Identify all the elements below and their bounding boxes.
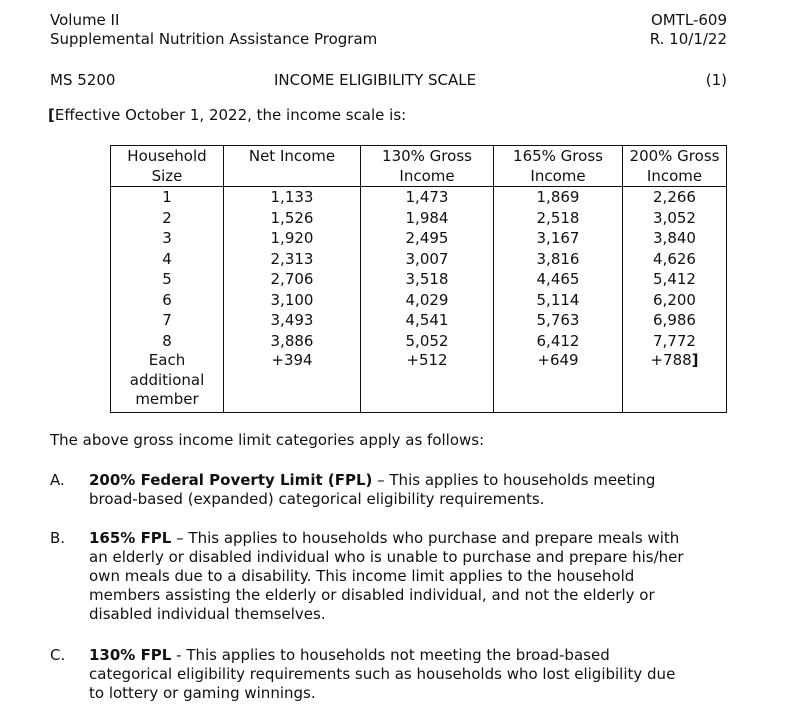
household-size-cell: 8	[111, 331, 224, 352]
net-income-cell: 3,493	[224, 310, 361, 331]
header-left	[50, 11, 377, 49]
table-row	[111, 187, 727, 208]
table-row	[111, 228, 727, 249]
gross-200-cell: +788]	[623, 351, 727, 413]
effective-text: Effective October 1, 2022, the income scale is:	[54, 106, 407, 124]
gross-165-cell: 4,465	[494, 269, 623, 290]
gross-165-cell: +649	[494, 351, 623, 413]
close-bracket: ]	[691, 351, 699, 369]
gross-130-cell: 5,052	[361, 331, 494, 352]
gross-200-cell: 3,840	[623, 228, 727, 249]
gross-130-cell: 3,518	[361, 269, 494, 290]
gross-130-cell: 4,029	[361, 290, 494, 311]
header-200-gross: 200% Gross Income	[623, 146, 727, 187]
section-header	[50, 71, 727, 90]
gross-130-cell: +512	[361, 351, 494, 413]
item-text: 200% Federal Poverty Limit (FPL) – This applies to households meeting broad-based (expanded) categorical eligibility requirements.	[89, 471, 656, 508]
household-size-cell: 7	[111, 310, 224, 331]
gross-200-cell: 4,626	[623, 249, 727, 270]
net-income-cell: 1,133	[224, 187, 361, 208]
table-row	[111, 208, 727, 229]
net-income-cell: 1,920	[224, 228, 361, 249]
gross-165-cell: 2,518	[494, 208, 623, 229]
household-size-cell: 3	[111, 228, 224, 249]
section-title: INCOME ELIGIBILITY SCALE	[274, 71, 477, 89]
item-heading: 130% FPL	[89, 646, 172, 664]
gross-130-cell: 4,541	[361, 310, 494, 331]
gross-130-cell: 1,473	[361, 187, 494, 208]
header-net-income: Net Income	[224, 146, 361, 187]
item-text: 130% FPL - This applies to households not meeting the broad-based categorical eligibility requirements such as households who lost eligibility due to lottery or gaming winnings.	[89, 646, 676, 702]
open-bracket: [	[48, 106, 55, 124]
header-right	[650, 11, 727, 49]
header-165-gross: 165% Gross Income	[494, 146, 623, 187]
volume-label: Volume II	[50, 11, 120, 29]
gross-165-cell: 5,114	[494, 290, 623, 311]
gross-200-cell: 5,412	[623, 269, 727, 290]
gross-200-cell: 7,772	[623, 331, 727, 352]
household-size-cell: 4	[111, 249, 224, 270]
each-additional-member-label: Each additional member	[111, 351, 224, 413]
gross-130-cell: 1,984	[361, 208, 494, 229]
revision-date: R. 10/1/22	[649, 30, 727, 48]
net-income-cell: 2,706	[224, 269, 361, 290]
gross-165-cell: 6,412	[494, 331, 623, 352]
net-income-cell: +394	[224, 351, 361, 413]
category-item-a	[50, 471, 740, 509]
item-text: 165% FPL – This applies to households who purchase and prepare meals with an elderly or disabled individual who is unable to purchase and prepare his/her own meals due to a disability. This income limit applies to the household members assisting the elderly or disabled individual, and not the elderly or disabled individual themselves.	[89, 529, 684, 623]
gross-200-cell: 2,266	[623, 187, 727, 208]
table-row	[111, 331, 727, 352]
household-size-cell: 5	[111, 269, 224, 290]
effective-statement	[48, 106, 406, 125]
category-item-c	[50, 646, 740, 703]
form-code: OMTL-609	[650, 11, 727, 29]
gross-200-cell: 3,052	[623, 208, 727, 229]
header-130-gross: 130% Gross Income	[361, 146, 494, 187]
item-letter: C.	[50, 646, 66, 664]
table-row-each-additional	[111, 351, 727, 413]
income-scale-table	[110, 145, 727, 413]
manual-section: MS 5200	[50, 71, 116, 89]
category-item-b	[50, 529, 740, 624]
gross-165-cell: 3,167	[494, 228, 623, 249]
table-row	[111, 269, 727, 290]
item-letter: B.	[50, 529, 66, 547]
table-row	[111, 310, 727, 331]
gross-200-cell: 6,200	[623, 290, 727, 311]
table-row	[111, 290, 727, 311]
page-number: (1)	[705, 71, 727, 89]
household-size-cell: 2	[111, 208, 224, 229]
item-heading: 165% FPL	[89, 529, 172, 547]
program-name: Supplemental Nutrition Assistance Program	[50, 30, 378, 48]
household-size-cell: 6	[111, 290, 224, 311]
item-heading: 200% Federal Poverty Limit (FPL)	[89, 471, 373, 489]
categories-intro: The above gross income limit categories apply as follows:	[50, 431, 485, 449]
table-row	[111, 249, 727, 270]
gross-165-cell: 5,763	[494, 310, 623, 331]
gross-130-cell: 3,007	[361, 249, 494, 270]
net-income-cell: 2,313	[224, 249, 361, 270]
net-income-cell: 3,100	[224, 290, 361, 311]
household-size-cell: 1	[111, 187, 224, 208]
net-income-cell: 1,526	[224, 208, 361, 229]
table-header-row	[111, 146, 727, 187]
item-letter: A.	[50, 471, 65, 489]
header-household-size: Household Size	[111, 146, 224, 187]
gross-130-cell: 2,495	[361, 228, 494, 249]
gross-165-cell: 3,816	[494, 249, 623, 270]
gross-200-cell: 6,986	[623, 310, 727, 331]
net-income-cell: 3,886	[224, 331, 361, 352]
gross-165-cell: 1,869	[494, 187, 623, 208]
